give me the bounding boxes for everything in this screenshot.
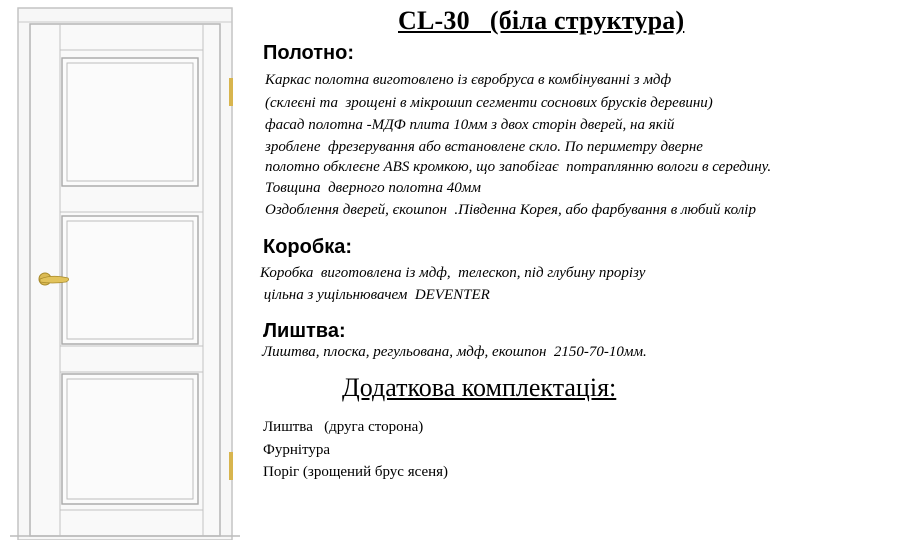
polotno-line: Оздоблення дверей, єкошпон .Південна Корея, або фарбування в любий колір — [265, 202, 756, 218]
section-heading-korobka: Коробка: — [263, 236, 353, 258]
polotno-line: фасад полотна -МДФ плита 10мм з двох сторін дверей, на якій — [265, 117, 675, 133]
lyshtva-line: Лиштва, плоска, регульована, мдф, екошпон 2150-70-10мм. — [262, 344, 647, 360]
extra-item: Фурнітура — [263, 442, 331, 458]
door-panel-top — [62, 58, 198, 186]
door-panel-middle — [62, 216, 198, 344]
polotno-line: Каркас полотна виготовлено із євробруса в комбінуванні з мдф — [265, 72, 672, 88]
polotno-line: зроблене фрезерування або встановлене скло. По периметру дверне — [265, 139, 703, 155]
door-image — [0, 0, 250, 540]
hinge-top — [229, 78, 233, 106]
korobka-line: Коробка виготовлена із мдф, телескоп, під глубину прорізу — [260, 265, 646, 281]
extra-item: Лиштва (друга сторона) — [263, 419, 424, 435]
section-heading-polotno: Полотно: — [263, 42, 355, 64]
korobka-line: цільна з ущільнювачем DEVENTER — [260, 287, 490, 303]
polotno-line: полотно обклеєне ABS кромкою, що запобігає потраплянню вологи в середину. — [265, 159, 772, 175]
door-panel-bottom — [62, 374, 198, 504]
page-title: CL-30 (біла структура) — [398, 6, 685, 35]
hinge-bottom — [229, 452, 233, 480]
polotno-line: (склеєні та зрощені в мікрошип сегменти соснових брусків деревини) — [265, 95, 713, 111]
extra-item: Поріг (зрощений брус ясеня) — [263, 464, 449, 480]
section-heading-lyshtva: Лиштва: — [263, 320, 346, 342]
polotno-line: Товщина дверного полотна 40мм — [265, 180, 481, 196]
extra-heading: Додаткова комплектація: — [342, 373, 617, 402]
